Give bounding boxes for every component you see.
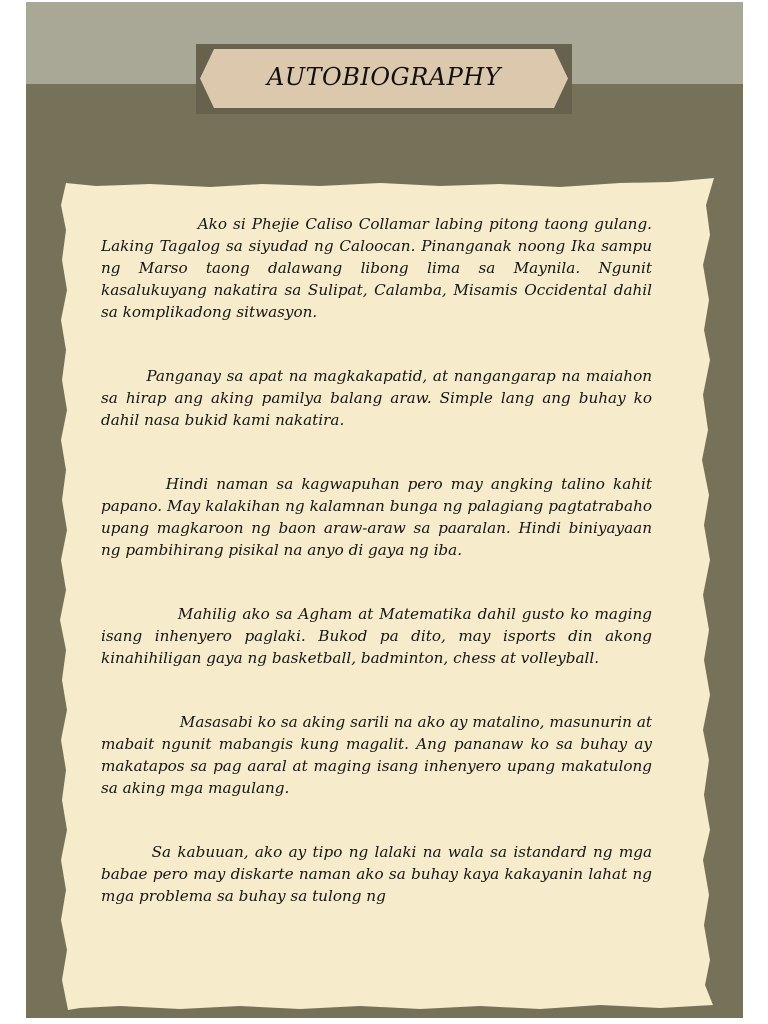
paragraph-indent (101, 367, 146, 385)
paragraph-5 (101, 711, 652, 799)
paragraph-4 (101, 603, 652, 669)
paragraph-indent (101, 215, 198, 233)
paragraph-text: Hindi naman sa kagwapuhan pero may angking talino kahit papano. May kalakihan ng kalamnan bunga ng palagiang pagtatrabaho upang magkaroon ng baon araw-araw sa paaralan. Hindi biniyayaan ng pambihirang pisikal na anyo di gaya ng iba. (101, 475, 652, 559)
paragraph-text: Sa kabuuan, ako ay tipo ng lalaki na wala sa istandard ng mga babae pero may diskarte naman ako sa buhay kaya kakayanin lahat ng mga problema sa buhay sa tulong ng (101, 843, 652, 905)
paragraph-text: Masasabi ko sa aking sarili na ako ay matalino, masunurin at mabait ngunit mabangis kung magalit. Ang pananaw ko sa buhay ay makatapos sa pag aaral at maging isang inhenyero upang makatulong sa aking mga magulang. (101, 713, 652, 797)
paragraph-text: Mahilig ako sa Agham at Matematika dahil gusto ko maging isang inhenyero paglaki. Bukod pa dito, may isports din akong kinahihiligan gaya ng basketball, badminton, chess at volleyball. (101, 605, 652, 667)
paragraph-text: Panganay sa apat na magkakapatid, at nangangarap na maiahon sa hirap ang aking pamilya balang araw. Simple lang ang buhay ko dahil nasa bukid kami nakatira. (101, 367, 652, 429)
paragraph-2 (101, 365, 652, 431)
paragraph-3 (101, 473, 652, 561)
page-title: AUTOBIOGRAPHY (266, 63, 502, 91)
paragraph-indent (101, 713, 180, 731)
paragraph-1 (101, 213, 652, 323)
autobiography-body (101, 213, 652, 931)
paragraph-indent (101, 843, 152, 861)
paragraph-indent (101, 605, 178, 623)
paragraph-text: Ako si Phejie Caliso Collamar labing pitong taong gulang. Laking Tagalog sa siyudad ng Caloocan. Pinanganak noong Ika sampu ng Marso taong dalawang libong lima sa Maynila. Ngunit kasalukuyang nakatira sa Sulipat, Calamba, Misamis Occidental dahil sa komplikadong sitwasyon. (101, 215, 652, 321)
paragraph-6 (101, 841, 652, 907)
paragraph-indent (101, 475, 166, 493)
